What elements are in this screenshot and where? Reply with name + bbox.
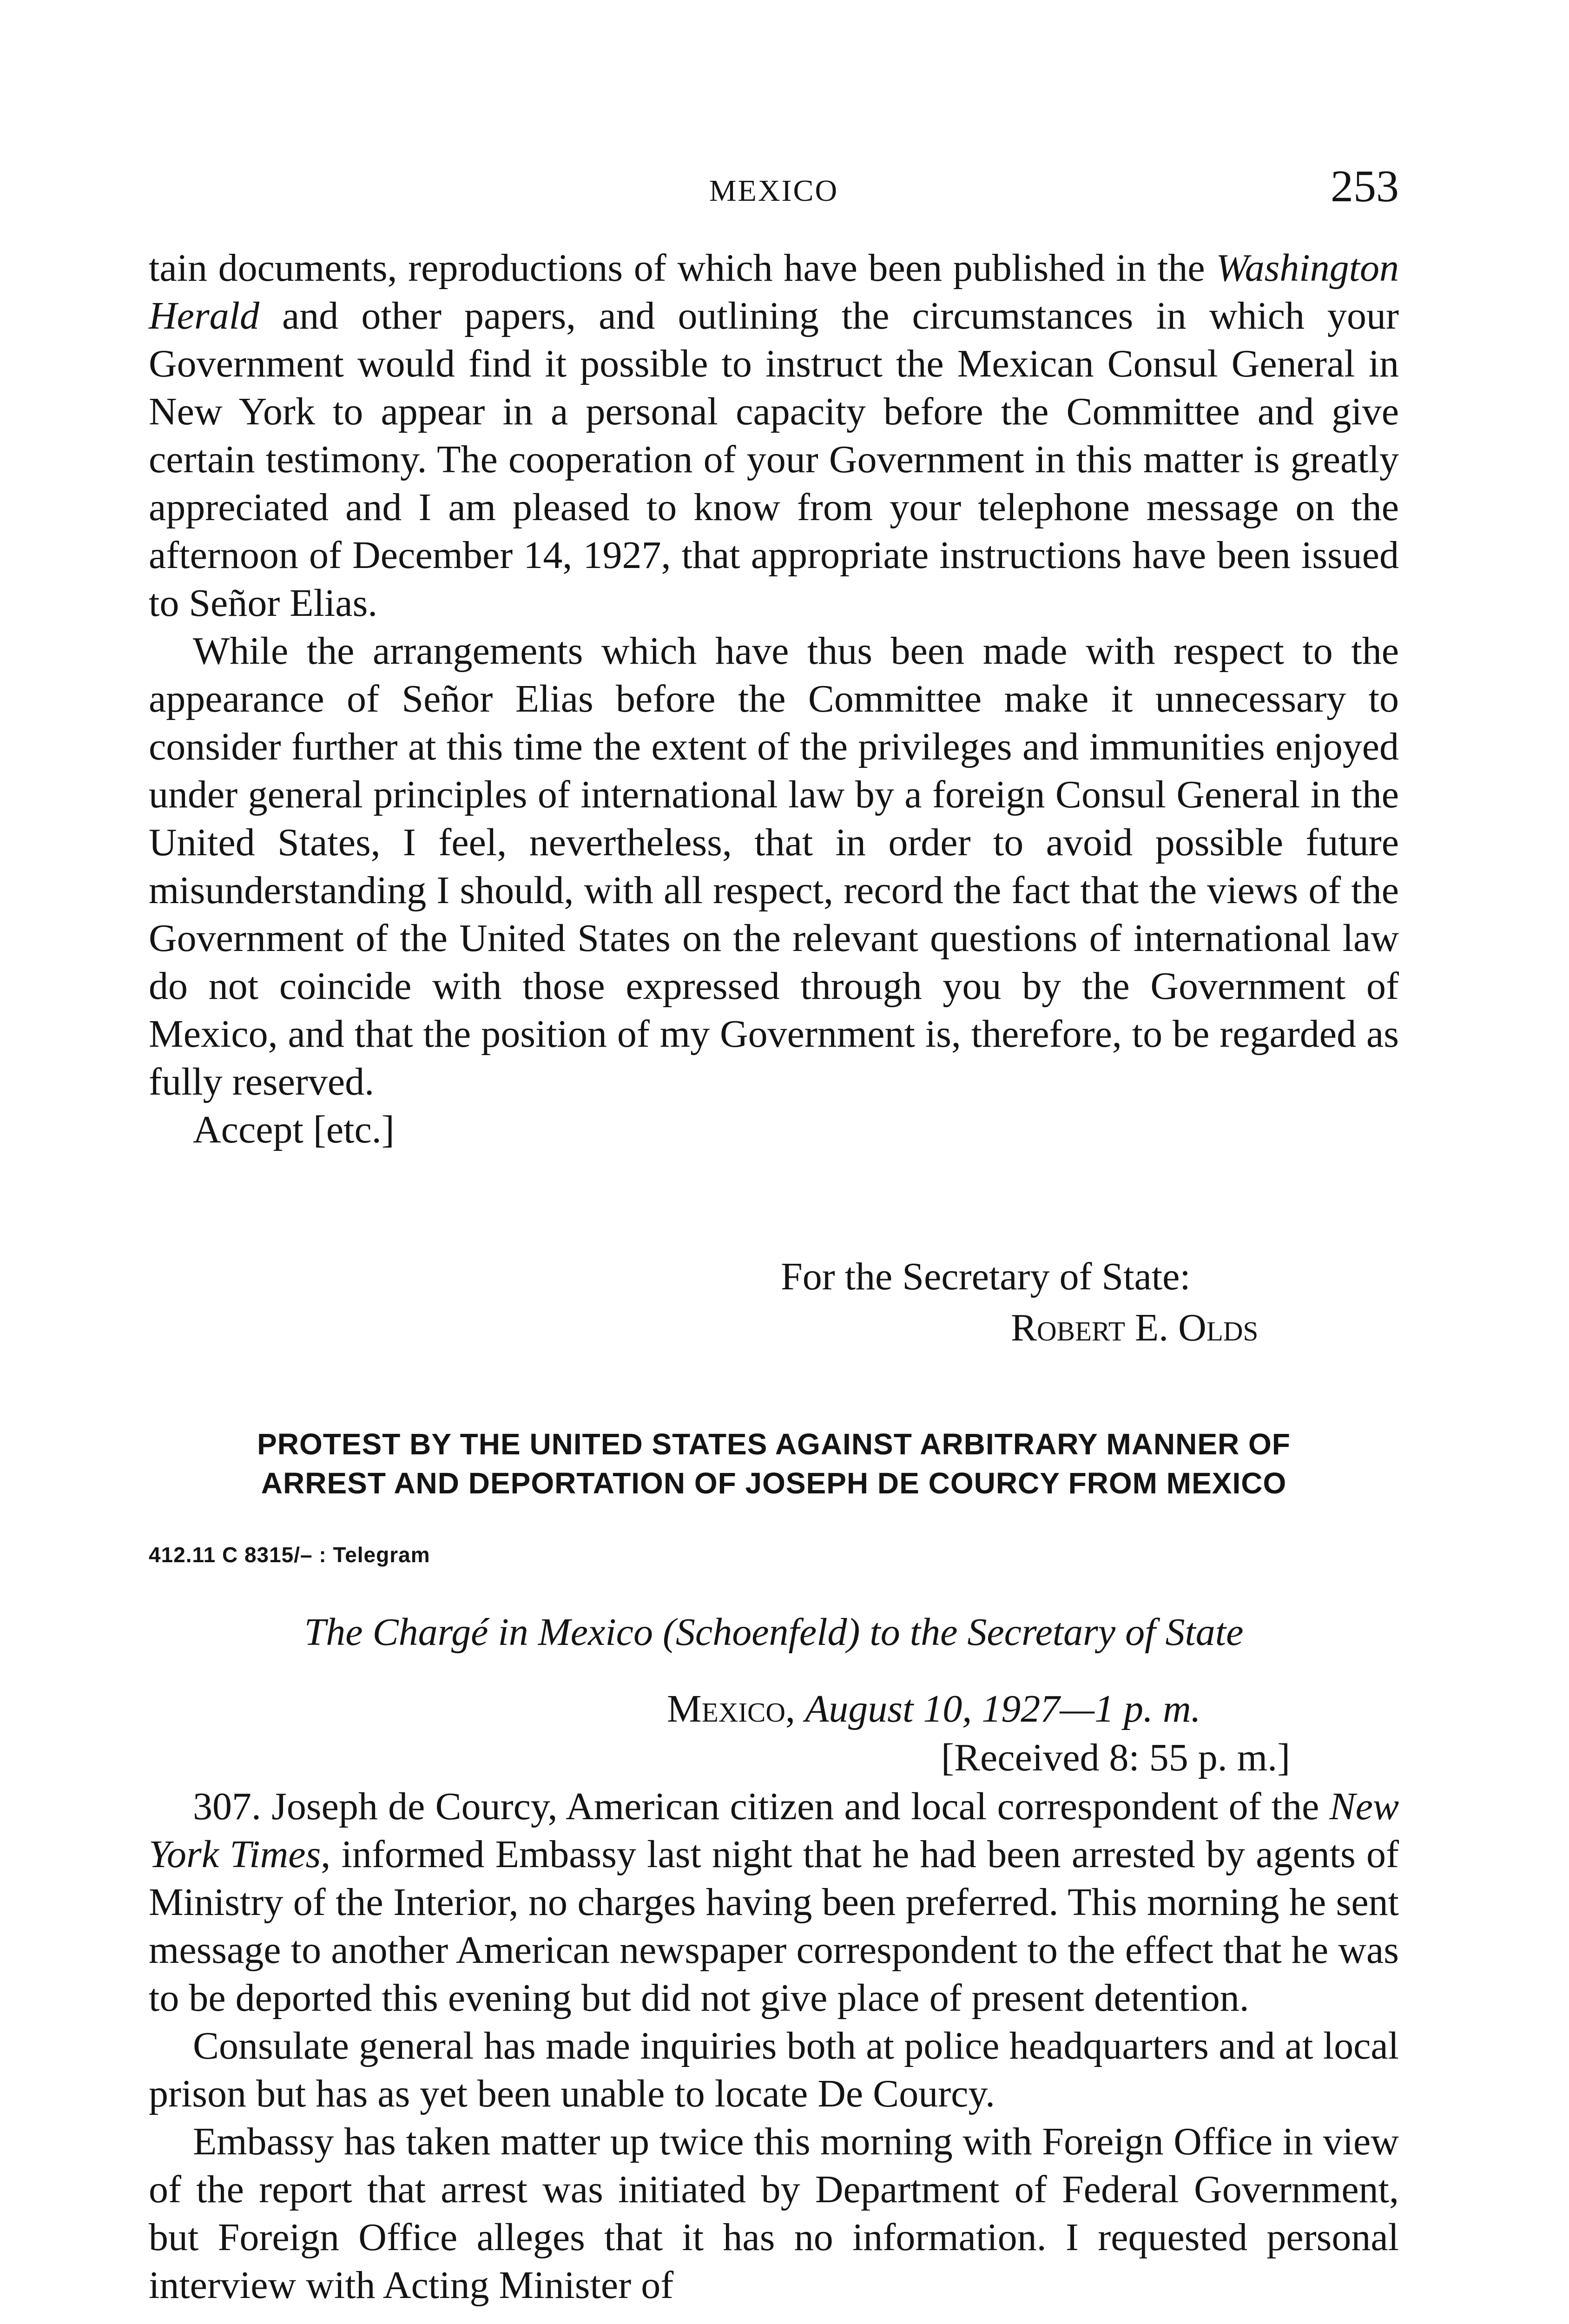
telegram-paragraph-1-text-b: , informed Embassy last night that he had been arrested by agents of Ministry of the Interior, no charges having been preferred. This morning he sent message to another American newspaper correspondent to the effect that he was to be deported this evening but did not give place of present detention.	[149, 1833, 1399, 2020]
letter-closing: Accept [etc.]	[193, 1108, 395, 1151]
newspaper-title: Washington Herald	[149, 246, 1399, 337]
telegram-title: The Chargé in Mexico (Schoenfeld) to the Secretary of State	[304, 1611, 1244, 1654]
letter-paragraph-1	[149, 244, 1399, 627]
letter-paragraph-1-text-a: tain documents, reproductions of which have been published in the	[149, 246, 1216, 290]
dateline-city: Mexico,	[667, 1687, 795, 1730]
dateline-date: August 10, 1927—1 p. m.	[804, 1687, 1201, 1730]
letter-paragraph-2: While the arrangements which have thus been made with respect to the appearance of Señor Elias before the Committee make it unnecessary to consider further at this time the extent of the privileges and immunities enjoyed under general principles of international law by a foreign Consul General in the United States, I feel, nevertheless, that in order to avoid possible future misunderstanding I should, with all respect, record the fact that the views of the Government of the United States on the relevant questions of international law do not coincide with those expressed through you by the Government of Mexico, and that the position of my Government is, therefore, to be regarded as fully reserved.	[149, 629, 1399, 1103]
telegram-paragraph-2: Consulate general has made inquiries both at police headquarters and at local prison but has as yet been unable to locate De Courcy.	[149, 2024, 1399, 2115]
telegram-body	[149, 1783, 1399, 2309]
running-title: MEXICO	[709, 174, 839, 208]
telegram-dateline	[667, 1685, 1201, 1733]
section-heading-line-1: PROTEST BY THE UNITED STATES AGAINST ARBITRARY MANNER OF	[257, 1427, 1291, 1461]
received-note: [Received 8: 55 p. m.]	[941, 1736, 1291, 1779]
letter-body	[149, 244, 1399, 1154]
signature-name: Robert E. Olds	[1011, 1306, 1259, 1349]
telegram-paragraph-1-text-a: 307. Joseph de Courcy, American citizen and local correspondent of the	[193, 1785, 1330, 1828]
telegram-paragraph-1	[149, 1783, 1399, 2022]
section-heading-line-2: ARREST AND DEPORTATION OF JOSEPH DE COURCY FROM MEXICO	[261, 1466, 1287, 1500]
page-number: 253	[1331, 161, 1399, 211]
signature-for-line: For the Secretary of State:	[781, 1255, 1191, 1298]
running-head	[149, 160, 1399, 216]
section-heading	[149, 1425, 1399, 1503]
newspaper-name: New York Times	[149, 1785, 1399, 1876]
letter-paragraph-1-text-b: and other papers, and outlining the circumstances in which your Government would find it possible to instruct the Mexican Consul General in New York to appear in a personal capacity before the Committee and give certain testimony. The cooperation of your Government in this matter is greatly appreciated and I am pleased to know from your telephone message on the afternoon of December 14, 1927, that appropriate instructions have been issued to Señor Elias.	[149, 294, 1399, 625]
file-reference: 412.11 C 8315/– : Telegram	[149, 1543, 430, 1567]
telegram-paragraph-3: Embassy has taken matter up twice this morning with Foreign Office in view of the report that arrest was initiated by Department of Federal Government, but Foreign Office alleges that it has no information. I requested personal interview with Acting Minister of	[149, 2120, 1399, 2307]
